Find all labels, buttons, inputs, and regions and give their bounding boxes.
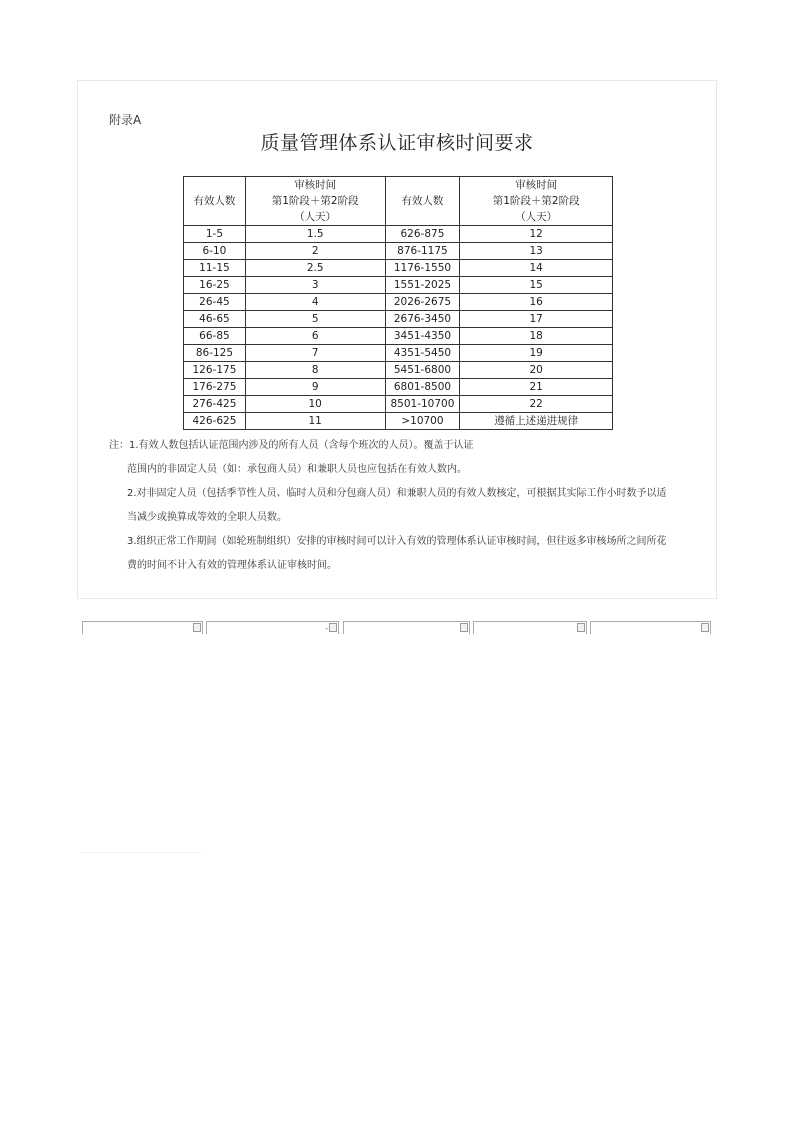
table-cell: 6: [245, 328, 385, 345]
field-handle-icon[interactable]: [193, 623, 201, 632]
table-cell: 3: [245, 277, 385, 294]
table-cell: 22: [460, 396, 613, 413]
table-cell: 11: [245, 413, 385, 430]
table-cell: 46-65: [184, 311, 246, 328]
table-cell: 4: [245, 294, 385, 311]
field-handle-icon[interactable]: [577, 623, 585, 632]
table-cell: 5: [245, 311, 385, 328]
table-row: [184, 328, 613, 345]
audit-time-table: [183, 176, 613, 430]
table-cell: 10: [245, 396, 385, 413]
table-row: [184, 396, 613, 413]
table-cell: 876-1175: [385, 243, 460, 260]
table-row: [184, 413, 613, 430]
table-cell: 6801-8500: [385, 379, 460, 396]
table-cell: 11-15: [184, 260, 246, 277]
note-1-line-1: 注：1.有效人数包括认证范围内涉及的所有人员（含每个班次的人员）。覆盖于认证: [109, 440, 474, 451]
header-line: 第1阶段＋第2阶段: [492, 195, 580, 207]
table-cell: 6-10: [184, 243, 246, 260]
table-cell: 2026-2675: [385, 294, 460, 311]
table-cell: >10700: [385, 413, 460, 430]
table-cell: 3451-4350: [385, 328, 460, 345]
table-row: [184, 362, 613, 379]
table-cell: 1176-1550: [385, 260, 460, 277]
field-handle-icon[interactable]: [701, 623, 709, 632]
table-cell: 5451-6800: [385, 362, 460, 379]
bottom-field-3[interactable]: [343, 621, 470, 634]
table-cell: 13: [460, 243, 613, 260]
note-2-line-2: 当减少或换算成等效的全职人员数。: [127, 512, 287, 523]
table-cell: 176-275: [184, 379, 246, 396]
header-line: （人天）: [515, 211, 558, 223]
note-1-line-2: 范围内的非固定人员（如：承包商人员）和兼职人员也应包括在有效人数内。: [127, 464, 467, 475]
table-row: [184, 260, 613, 277]
table-cell: 16: [460, 294, 613, 311]
header-line: 第1阶段＋第2阶段: [271, 195, 359, 207]
table-cell: 626-875: [385, 226, 460, 243]
table-cell: 1551-2025: [385, 277, 460, 294]
appendix-label: 附录A: [109, 113, 142, 127]
table-cell: 8501-10700: [385, 396, 460, 413]
table-cell: 15: [460, 277, 613, 294]
table-cell: 12: [460, 226, 613, 243]
header-audit-time: [245, 177, 385, 226]
table-row: [184, 294, 613, 311]
table-cell: 66-85: [184, 328, 246, 345]
table-row: [184, 226, 613, 243]
table-cell: 86-125: [184, 345, 246, 362]
bottom-dropdown[interactable]: [206, 621, 339, 634]
table-row: [184, 243, 613, 260]
note-3-line-1: 3.组织正常工作期间（如轮班制组织）安排的审核时间可以计入有效的管理体系认证审核时间，但往返多审核场所之间所花: [127, 536, 667, 547]
table-row: [184, 345, 613, 362]
table-cell: 1-5: [184, 226, 246, 243]
header-effective-count: 有效人数: [184, 177, 246, 226]
header-audit-time: [460, 177, 613, 226]
table-cell: 1.5: [245, 226, 385, 243]
header-line: 审核时间: [515, 179, 558, 191]
header-effective-count: 有效人数: [385, 177, 460, 226]
table-cell: 2676-3450: [385, 311, 460, 328]
bottom-field-1[interactable]: [82, 621, 203, 634]
header-line: （人天）: [294, 211, 337, 223]
bottom-field-5[interactable]: [590, 621, 711, 634]
table-header-row: [184, 177, 613, 226]
table-row: [184, 311, 613, 328]
table-cell: 7: [245, 345, 385, 362]
table-cell: 19: [460, 345, 613, 362]
table-cell: 276-425: [184, 396, 246, 413]
note-3-line-2: 费的时间不计入有效的管理体系认证审核时间。: [127, 560, 337, 571]
field-handle-icon[interactable]: [329, 623, 337, 632]
document-title: 质量管理体系认证审核时间要求: [260, 132, 534, 154]
table-cell: 20: [460, 362, 613, 379]
table-row: [184, 277, 613, 294]
document-page: [77, 80, 717, 599]
table-cell: 4351-5450: [385, 345, 460, 362]
dropdown-arrow-icon[interactable]: -: [325, 624, 328, 633]
header-line: 审核时间: [294, 179, 337, 191]
table-cell: 17: [460, 311, 613, 328]
table-cell: 26-45: [184, 294, 246, 311]
table-cell: 16-25: [184, 277, 246, 294]
divider: [82, 852, 202, 853]
table-cell: 21: [460, 379, 613, 396]
bottom-field-4[interactable]: [473, 621, 587, 634]
table-cell: 2: [245, 243, 385, 260]
table-cell: 14: [460, 260, 613, 277]
field-handle-icon[interactable]: [460, 623, 468, 632]
table-cell: 2.5: [245, 260, 385, 277]
table-cell: 8: [245, 362, 385, 379]
table-cell: 9: [245, 379, 385, 396]
table-cell: 18: [460, 328, 613, 345]
table-cell: 遵循上述递进规律: [460, 413, 613, 430]
table-cell: 126-175: [184, 362, 246, 379]
table-cell: 426-625: [184, 413, 246, 430]
note-2-line-1: 2.对非固定人员（包括季节性人员、临时人员和分包商人员）和兼职人员的有效人数核定，可根据其实际工作小时数予以适: [127, 488, 667, 499]
table-row: [184, 379, 613, 396]
